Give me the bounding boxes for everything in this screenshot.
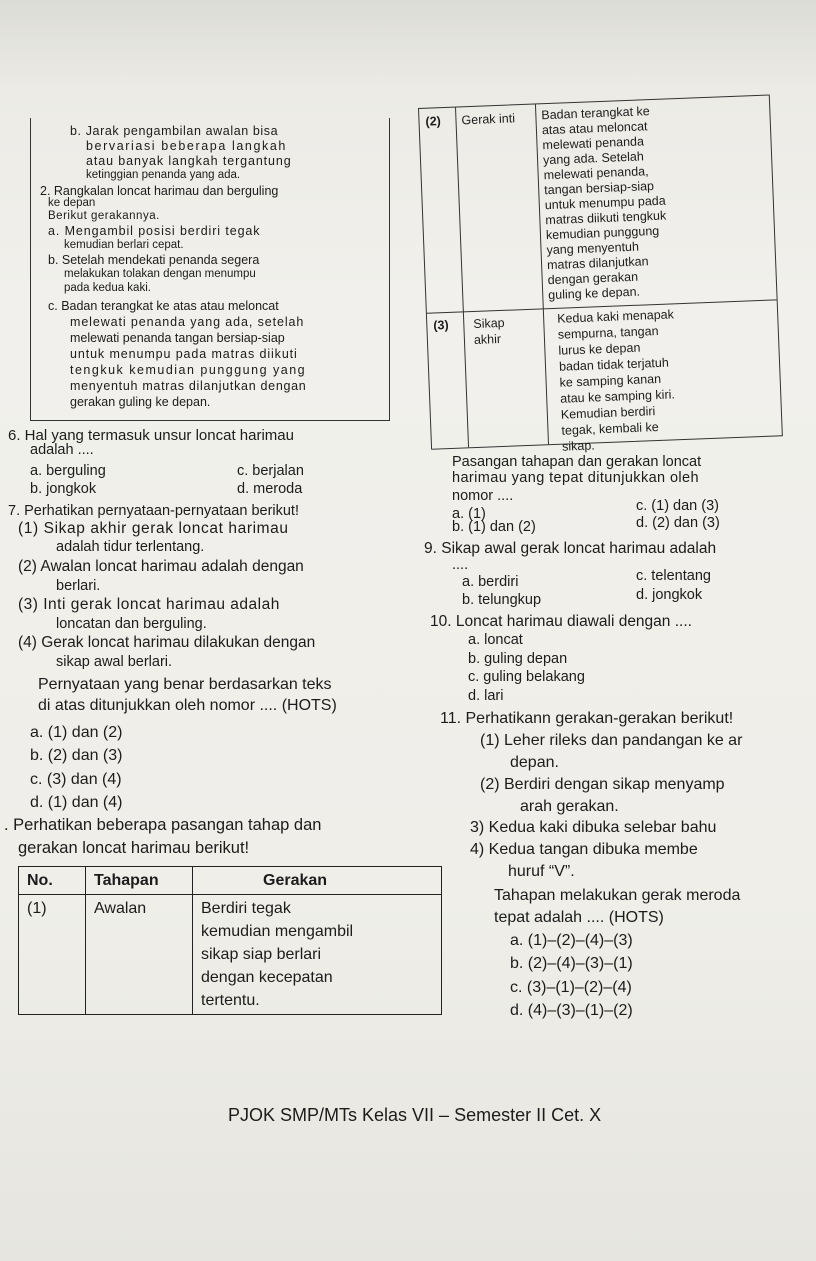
question-6-text: adalah .... <box>30 442 94 458</box>
question-7-option-d[interactable]: d. (1) dan (4) <box>30 794 123 811</box>
table-cell-line: Berdiri tegak <box>201 900 291 917</box>
table-cell: tegak, kembali ke <box>561 420 659 438</box>
table-cell <box>193 895 442 1015</box>
stage-table <box>18 866 442 1015</box>
question-7-statement: (2) Awalan loncat harimau adalah dengan <box>18 558 304 575</box>
question-7-option-a[interactable]: a. (1) dan (2) <box>30 724 123 741</box>
table-cell: Badan terangkat ke <box>541 104 650 123</box>
text-line: b. Setelah mendekati penanda segera <box>48 253 260 267</box>
table-header: Tahapan <box>86 867 193 895</box>
text-line: 2. Rangkalan loncat harimau dan berguling <box>40 184 279 198</box>
table-cell: untuk menumpu pada <box>544 193 666 213</box>
text-line: Berikut gerakannya. <box>48 210 160 222</box>
text-line: pada kedua kaki. <box>64 282 151 294</box>
question-11-option-a[interactable]: a. (1)–(2)–(4)–(3) <box>510 932 633 949</box>
question-8-text: harimau yang tepat ditunjukkan oleh <box>452 470 699 486</box>
table-cell: melewati penanda <box>542 134 645 153</box>
question-10-option-d[interactable]: d. lari <box>468 688 504 704</box>
text-line: melewati penanda yang ada, setelah <box>70 315 305 329</box>
question-11-statement: 4) Kedua tangan dibuka membe <box>470 841 698 858</box>
question-11-option-c[interactable]: c. (3)–(1)–(2)–(4) <box>510 979 632 996</box>
text-line: untuk menumpu pada matras diikuti <box>70 347 298 361</box>
question-8-text: nomor .... <box>452 488 514 504</box>
question-7-option-b[interactable]: b. (2) dan (3) <box>30 747 123 764</box>
table-cell: melewati penanda, <box>543 164 649 183</box>
table-cell: (3) <box>433 317 449 333</box>
question-8-option-d[interactable]: d. (2) dan (3) <box>636 515 720 531</box>
question-8-option-c[interactable]: c. (1) dan (3) <box>636 498 719 514</box>
question-11-statement: huruf “V”. <box>508 863 575 880</box>
question-7-option-c[interactable]: c. (3) dan (4) <box>30 771 122 788</box>
question-7-statement: loncatan dan berguling. <box>56 616 207 632</box>
page-footer: PJOK SMP/MTs Kelas VII – Semester II Cet. X <box>228 1105 602 1125</box>
question-8-option-b[interactable]: b. (1) dan (2) <box>452 519 536 535</box>
question-7-statement: berlari. <box>56 578 101 594</box>
table-cell: atas atau meloncat <box>541 119 648 138</box>
table-cell: kemudian punggung <box>545 223 660 243</box>
question-10-option-b[interactable]: b. guling depan <box>468 651 568 667</box>
table-cell-line: dengan kecepatan <box>201 969 333 986</box>
question-6-option-c[interactable]: c. berjalan <box>237 463 304 479</box>
text-line: atau banyak langkah tergantung <box>86 154 292 168</box>
question-11-text: Tahapan melakukan gerak meroda <box>494 887 741 904</box>
question-7-text: di atas ditunjukkan oleh nomor .... (HOTS) <box>38 697 337 714</box>
question-6-option-b[interactable]: b. jongkok <box>30 481 97 497</box>
question-9-option-c[interactable]: c. telentang <box>636 568 711 584</box>
question-11-option-d[interactable]: d. (4)–(3)–(1)–(2) <box>510 1002 633 1019</box>
question-11-statement: (1) Leher rileks dan pandangan ke ar <box>480 732 743 749</box>
question-6-option-d[interactable]: d. meroda <box>237 481 303 497</box>
table-header: No. <box>19 867 86 895</box>
table-cell: Gerak inti <box>461 111 516 128</box>
text-line: b. Jarak pengambilan awalan bisa <box>70 124 279 138</box>
question-11-statement: 3) Kedua kaki dibuka selebar bahu <box>470 819 717 836</box>
question-7-statement: (3) Inti gerak loncat harimau adalah <box>18 596 280 613</box>
question-9-text: .... <box>452 557 469 573</box>
table-cell: (2) <box>425 114 442 129</box>
table-cell: lurus ke depan <box>558 340 641 358</box>
question-8-text: gerakan loncat harimau berikut! <box>18 839 250 857</box>
question-11-text: tepat adalah .... (HOTS) <box>494 909 664 926</box>
text-line: melakukan tolakan dengan menumpu <box>64 268 256 280</box>
table-cell-line: kemudian mengambil <box>201 923 354 940</box>
table-cell: atau ke samping kiri. <box>559 387 676 406</box>
question-11-option-b[interactable]: b. (2)–(4)–(3)–(1) <box>510 955 633 972</box>
question-7-statement: (1) Sikap akhir gerak loncat harimau <box>18 520 289 537</box>
text-line: melewati penanda tangan bersiap-siap <box>70 331 285 345</box>
text-line: kemudian berlari cepat. <box>64 239 184 251</box>
question-11-text: 11. Perhatikann gerakan-gerakan berikut! <box>440 710 734 727</box>
question-8-option-a[interactable]: a. (1) <box>452 506 486 522</box>
table-cell: matras dilanjutkan <box>546 254 649 273</box>
table-cell: Sikap <box>473 315 505 332</box>
question-7-statement: sikap awal berlari. <box>56 654 173 670</box>
question-6-option-a[interactable]: a. berguling <box>30 463 106 479</box>
table-header: Gerakan <box>193 867 442 895</box>
question-7-text: Pernyataan yang benar berdasarkan teks <box>38 676 332 693</box>
question-11-statement: depan. <box>510 754 559 771</box>
question-10-option-a[interactable]: a. loncat <box>468 632 523 648</box>
question-9-option-b[interactable]: b. telungkup <box>462 592 542 608</box>
table-cell-line: sikap siap berlari <box>201 946 322 963</box>
text-line: tengkuk kemudian punggung yang <box>70 363 307 377</box>
question-9-option-a[interactable]: a. berdiri <box>462 574 519 590</box>
table-cell: Awalan <box>86 895 193 1015</box>
text-line: ke depan <box>48 197 96 209</box>
question-11-statement: arah gerakan. <box>520 798 619 815</box>
table-cell: Kemudian berdiri <box>560 404 656 422</box>
question-8-text: . Perhatikan beberapa pasangan tahap dan <box>4 816 322 834</box>
table-cell: Kedua kaki menapak <box>556 307 675 326</box>
question-7-statement: adalah tidur terlentang. <box>56 539 205 555</box>
question-9-text: 9. Sikap awal gerak loncat harimau adalah <box>424 540 717 557</box>
text-line: menyentuh matras dilanjutkan dengan <box>70 379 307 393</box>
table-cell: matras diikuti tengkuk <box>545 208 667 228</box>
question-8-text: Pasangan tahapan dan gerakan loncat <box>452 454 702 470</box>
table-row <box>19 895 442 1015</box>
table-cell: yang menyentuh <box>546 239 640 258</box>
table-cell: guling ke depan. <box>548 284 641 303</box>
table-cell-line: tertentu. <box>201 992 260 1009</box>
question-6-text: 6. Hal yang termasuk unsur loncat harimau <box>8 427 294 444</box>
question-10-text: 10. Loncat harimau diawali dengan .... <box>430 613 692 630</box>
text-line: ketinggian penanda yang ada. <box>86 169 241 181</box>
table-cell: sikap. <box>561 438 596 454</box>
table-cell: dengan gerakan <box>547 269 639 288</box>
table-cell: badan tidak terjatuh <box>558 355 670 374</box>
table-cell: sempurna, tangan <box>557 323 659 342</box>
table-cell: yang ada. Setelah <box>542 149 645 168</box>
question-7-statement: (4) Gerak loncat harimau dilakukan dengan <box>18 634 316 651</box>
table-cell: akhir <box>473 331 502 348</box>
question-9-option-d[interactable]: d. jongkok <box>636 587 703 603</box>
table-cell: (1) <box>19 895 86 1015</box>
question-10-option-c[interactable]: c. guling belakang <box>468 669 585 685</box>
stage-table-continuation <box>418 94 783 454</box>
question-11-statement: (2) Berdiri dengan sikap menyamp <box>480 776 725 793</box>
table-cell: ke samping kanan <box>559 371 662 390</box>
text-line: gerakan guling ke depan. <box>70 395 211 409</box>
text-line: a. Mengambil posisi berdiri tegak <box>48 224 261 238</box>
text-line: c. Badan terangkat ke atas atau meloncat <box>48 299 279 313</box>
text-line: bervariasi beberapa langkah <box>86 139 287 153</box>
table-cell: tangan bersiap-siap <box>543 179 655 198</box>
question-7-text: 7. Perhatikan pernyataan-pernyataan berikut! <box>8 503 299 519</box>
